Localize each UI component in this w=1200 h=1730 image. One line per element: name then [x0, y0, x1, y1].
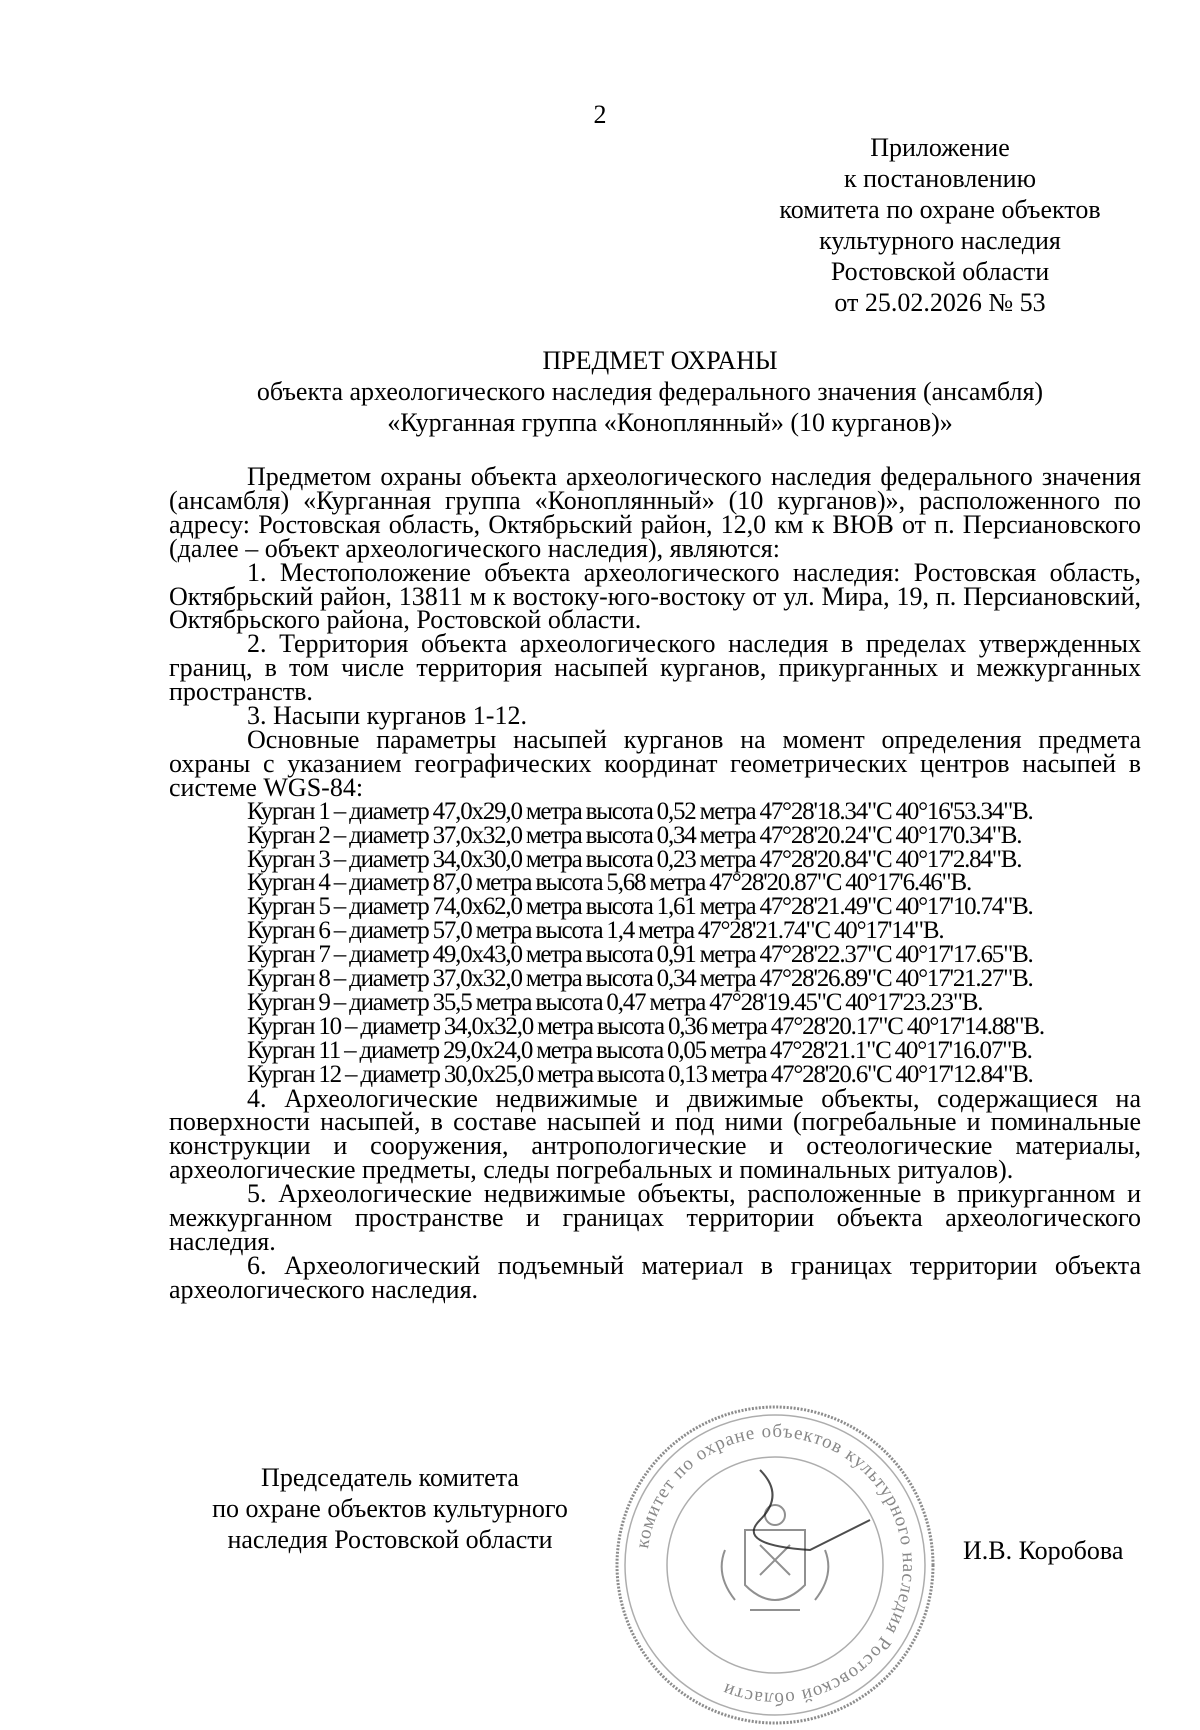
- svg-text:комитет по охране объектов кул: [632, 1421, 919, 1709]
- kurgan-item: Курган 4 – диаметр 87,0 метра высота 5,68 метра 47°28'20.87"С 40°17'6.46"В.: [247, 869, 972, 897]
- item-immovable-objects: 5. Археологические недвижимые объекты, расположенные в прикурганном и межкурганном пространстве и границах территории объекта археологического наследия.: [169, 1179, 1141, 1256]
- kurgan-item: Курган 5 – диаметр 74,0х62,0 метра высота 1,61 метра 47°28'21.49"С 40°17'10.74"В.: [247, 893, 1033, 921]
- title-object-name: «Курганная группа «Коноплянный» (10 курганов)»: [387, 408, 953, 437]
- params-paragraph: Основные параметры насыпей курганов на момент определения предмета охраны с указанием географических координат геометрических центров насыпей в системе WGS-84:: [169, 724, 1141, 802]
- document-title: [160, 345, 1140, 438]
- document-body: [169, 462, 1141, 1304]
- appendix-line: комитета по охране объектов: [779, 195, 1101, 224]
- signature-block: [0, 1462, 1200, 1662]
- title-heading: ПРЕДМЕТ ОХРАНЫ: [542, 346, 778, 375]
- kurgan-item: Курган 8 – диаметр 37,0х32,0 метра высота 0,34 метра 47°28'26.89"С 40°17'21.27"В.: [247, 965, 1033, 993]
- item-location: 1. Местоположение объекта археологического наследия: Ростовская область, Октябрьский район, 13811 м к востоку-юго-востоку от ул. Мира, 19, п. Персиановский, Октябрьского района, Ростовской области.: [169, 557, 1141, 635]
- item-mounds: 3. Насыпи курганов 1-12.: [247, 701, 527, 731]
- appendix-line: к постановлению: [843, 164, 1037, 193]
- intro-paragraph: Предметом охраны объекта археологического наследия федерального значения (ансамбля) «Курганная группа «Коноплянный» (10 курганов)», расположенного по адресу: Ростовская область, Октябрьский район, 12,0 км к ВЮВ от п. Персиановского (далее – объект археологического наследия), являются:: [169, 462, 1141, 563]
- seal-text: комитет по охране объектов культурного наследия Ростовской области: [632, 1420, 920, 1710]
- signatory-title: [175, 1462, 605, 1555]
- title-subheading: объекта археологического наследия федерального значения (ансамбля): [256, 377, 1044, 406]
- item-archaeological-objects: 4. Археологические недвижимые и движимые объекты, содержащиеся на поверхности насыпей, в составе насыпей и под ними (погребальные и поминальные конструкции и сооружения, антропологические и остеологические материалы, археологические предметы, следы погребальных и поминальных ритуалов).: [169, 1083, 1141, 1185]
- kurgan-item: Курган 2 – диаметр 37,0х32,0 метра высота 0,34 метра 47°28'20.24"С 40°17'0.34"В.: [247, 821, 1022, 849]
- appendix-header: [740, 132, 1140, 318]
- page-number: 2: [593, 100, 607, 129]
- kurgan-item: Курган 7 – диаметр 49,0х43,0 метра высота 0,91 метра 47°28'22.37"С 40°17'17.65"В.: [247, 941, 1033, 969]
- signatory-name: И.В. Коробова: [963, 1536, 1124, 1565]
- kurgan-item: Курган 11 – диаметр 29,0х24,0 метра высота 0,05 метра 47°28'21.1"С 40°17'16.07"В.: [247, 1036, 1032, 1064]
- appendix-line: Приложение: [870, 133, 1010, 162]
- kurgan-item: Курган 6 – диаметр 57,0 метра высота 1,4 метра 47°28'21.74"С 40°17'14"В.: [247, 917, 944, 945]
- appendix-line: культурного наследия: [819, 226, 1061, 255]
- item-surface-material: 6. Археологический подъемный материал в границах территории объекта археологического наследия.: [169, 1250, 1141, 1304]
- kurgan-item: Курган 9 – диаметр 35,5 метра высота 0,47 метра 47°28'19.45"С 40°17'23.23"В.: [247, 988, 983, 1016]
- kurgan-item: Курган 10 – диаметр 34,0х32,0 метра высота 0,36 метра 47°28'20.17"С 40°17'14.88"В.: [247, 1012, 1044, 1040]
- kurgan-list: [169, 797, 1141, 1088]
- signatory-title-line: наследия Ростовской области: [227, 1525, 553, 1554]
- appendix-line: Ростовской области: [830, 257, 1050, 286]
- signatory-title-line: по охране объектов культурного: [212, 1494, 568, 1523]
- appendix-date-number: от 25.02.2026 № 53: [834, 288, 1046, 317]
- kurgan-item: Курган 12 – диаметр 30,0х25,0 метра высота 0,13 метра 47°28'20.6"С 40°17'12.84"В.: [247, 1060, 1033, 1088]
- kurgan-item: Курган 1 – диаметр 47,0х29,0 метра высота 0,52 метра 47°28'18.34"С 40°16'53.34"В.: [247, 797, 1033, 825]
- coat-of-arms-icon: [722, 1505, 829, 1610]
- official-seal: [610, 1400, 940, 1730]
- signature-stroke: [754, 1470, 870, 1550]
- kurgan-item: Курган 3 – диаметр 34,0х30,0 метра высота 0,23 метра 47°28'20.84"С 40°17'2.84"В.: [247, 845, 1022, 873]
- item-territory: 2. Территория объекта археологического наследия в пределах утвержденных границ, в том числе территория насыпей курганов, прикурганных и межкурганных пространств.: [169, 629, 1141, 707]
- signatory-title-line: Председатель комитета: [261, 1463, 519, 1492]
